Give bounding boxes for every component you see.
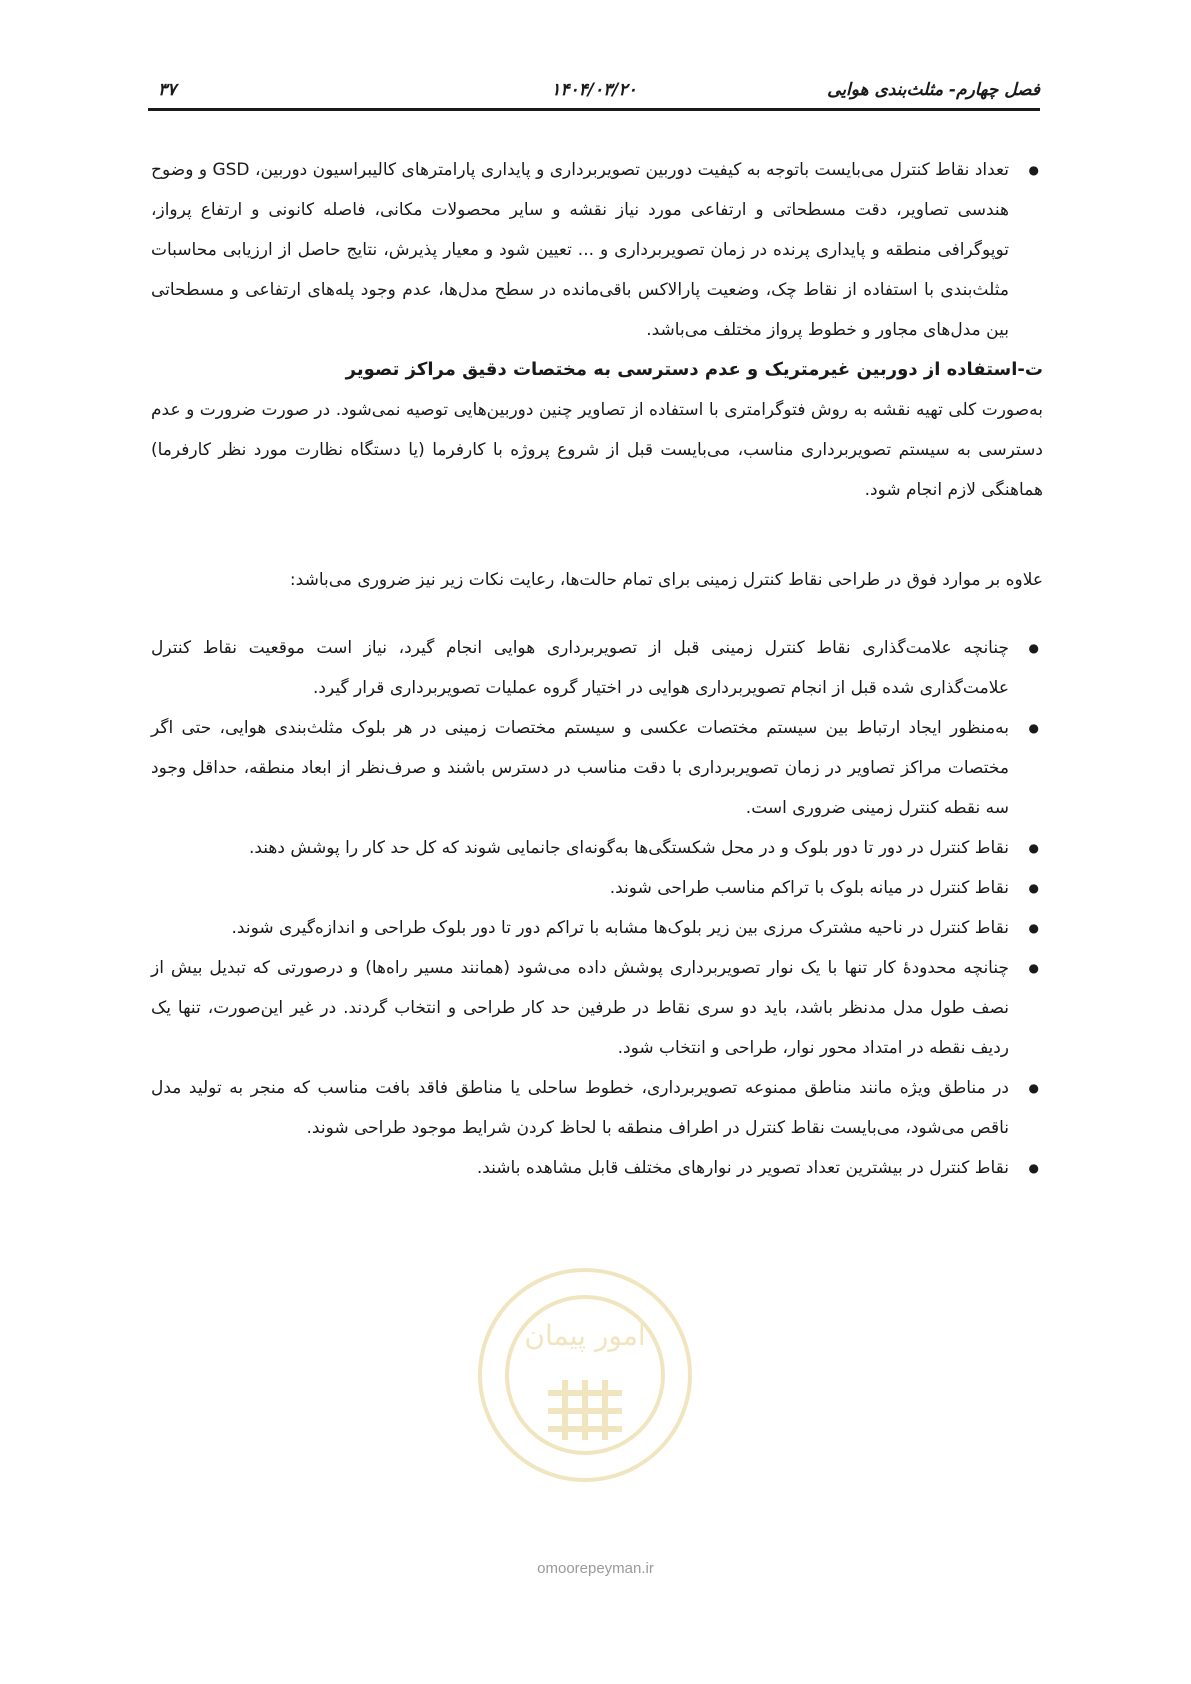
section-paragraph: به‌صورت کلی تهیه نقشه به روش فتوگرامتری با استفاده از تصاویر چنین دوربین‌هایی توصیه نمی‌شود. در صورت ضرورت و عدم دسترسی به سیستم تصویربرداری مناسب، می‌بایست قبل از شروع پروژه با کارفرما (یا دستگاه نظارت مورد نظر کارفرما) هماهنگی لازم انجام شود.	[151, 400, 1043, 500]
page-header	[148, 76, 1040, 111]
bullet-list-requirements	[151, 628, 1043, 1188]
bullet-list-top	[151, 150, 1043, 350]
page-number: ۳۷	[158, 80, 177, 100]
list-item: ● به‌منظور ایجاد ارتباط بین سیستم مختصات عکسی و سیستم مختصات زمینی در هر بلوک مثلث‌بندی هوایی، حتی اگر مختصات مراکز تصاویر در زمان تصویربرداری با دقت مناسب در دسترس باشند و صرف‌نظر از ابعاد منطقه، حداقل وجود سه نقطه کنترل زمینی ضروری است.	[151, 708, 1043, 828]
header-date: ۱۴۰۴/۰۳/۲۰	[551, 80, 637, 100]
list-item: ● در مناطق ویژه مانند مناطق ممنوعه تصویربرداری، خطوط ساحلی یا مناطق فاقد بافت مناسب که منجر به تولید مدل ناقص می‌شود، می‌بایست نقاط کنترل در اطراف منطقه با لحاظ کردن شرایط موجود طراحی شوند.	[151, 1068, 1043, 1148]
list-item: ● چنانچه علامت‌گذاری نقاط کنترل زمینی قبل از تصویربرداری هوایی انجام گیرد، نیاز است موقعیت نقاط کنترل علامت‌گذاری شده قبل از انجام تصویربرداری هوایی در اختیار گروه عملیات تصویربرداری قرار گیرد.	[151, 628, 1043, 708]
list-item: ● نقاط کنترل در میانه بلوک با تراکم مناسب طراحی شوند.	[151, 868, 1043, 908]
list-item: ● نقاط کنترل در بیشترین تعداد تصویر در نوارهای مختلف قابل مشاهده باشند.	[151, 1148, 1043, 1188]
list-item: ● تعداد نقاط کنترل می‌بایست باتوجه به کیفیت دوربین تصویربرداری و پایداری پارامترهای کالیبراسیون دوربین، GSD و وضوح هندسی تصاویر، دقت مسطحاتی و ارتفاعی مورد نیاز نقشه و سایر محصولات مکانی، فاصله کانونی و ارتفاع پرواز، توپوگرافی منطقه و پایداری پرنده در زمان تصویربرداری و ... تعیین شود و معیار پذیرش، نتایج حاصل از ارزیابی محاسبات مثلث‌بندی با استفاده از نقاط چک، وضعیت پارالاکس باقی‌مانده در سطح مدل‌ها، عدم وجود پله‌های ارتفاعی و مسطحاتی بین مدل‌های مجاور و خطوط پرواز مختلف می‌باشد.	[151, 150, 1043, 350]
page-body	[151, 150, 1043, 1188]
watermark-logo-text: امور پیمان	[524, 1319, 646, 1352]
chapter-title: فصل چهارم- مثلث‌بندی هوایی	[827, 80, 1040, 100]
watermark-site: omoorepeyman.ir	[537, 1560, 654, 1577]
list-item: ● نقاط کنترل در ناحیه مشترک مرزی بین زیر بلوک‌ها مشابه با تراکم دور تا دور بلوک طراحی و اندازه‌گیری شوند.	[151, 908, 1043, 948]
list-item: ● نقاط کنترل در دور تا دور بلوک و در محل شکستگی‌ها به‌گونه‌ای جانمایی شوند که کل حد کار را پوشش دهند.	[151, 828, 1043, 868]
intro-paragraph: علاوه بر موارد فوق در طراحی نقاط کنترل زمینی برای تمام حالت‌ها، رعایت نکات زیر نیز ضروری می‌باشد:	[289, 570, 1043, 590]
watermark-logo-icon	[470, 1250, 700, 1500]
section-heading: ت-استفاده از دوربین غیرمتریک و عدم دسترسی به مختصات دقیق مراکز تصویر	[345, 359, 1043, 380]
list-item: ● چنانچه محدودهٔ کار تنها با یک نوار تصویربرداری پوشش داده می‌شود (همانند مسیر راه‌ها) و درصورتی که تبدیل بیش از نصف طول مدل مدنظر باشد، باید دو سری نقاط در طرفین حد کار طراحی و انتخاب گردند. در غیر این‌صورت، تنها یک ردیف نقطه در امتداد محور نوار، طراحی و انتخاب شود.	[151, 948, 1043, 1068]
